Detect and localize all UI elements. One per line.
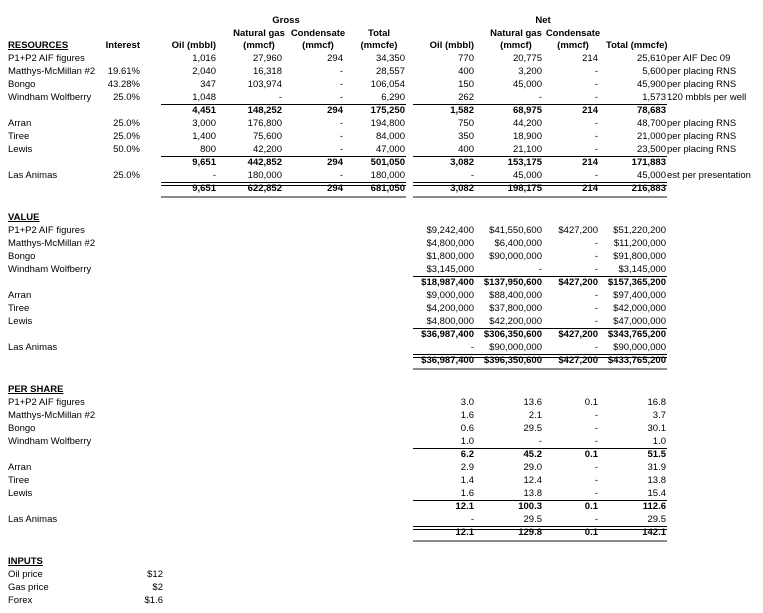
- resource-interest: 25.0%: [113, 92, 140, 103]
- value-gas-value: $42,200,000: [489, 316, 542, 327]
- per-share-name: Las Animas: [8, 514, 58, 525]
- gross-oil-value: 347: [200, 79, 216, 90]
- value-oil-value: $36,987,400: [421, 355, 474, 366]
- net-group-header: Net: [535, 15, 551, 26]
- per-share-total-value: 31.9: [647, 462, 666, 473]
- resource-name: P1+P2 AIF figures: [8, 53, 85, 64]
- value-cond-value: -: [594, 316, 598, 327]
- gross-oil-value: -: [212, 170, 216, 181]
- per-share-title: PER SHARE: [8, 384, 64, 395]
- per-share-oil-value: 6.2: [460, 449, 474, 460]
- net-total-value: 45,900: [636, 79, 666, 90]
- gross-cond-value: 294: [327, 105, 343, 116]
- input-value: $1.6: [144, 595, 163, 606]
- value-total-value: $47,000,000: [613, 316, 666, 327]
- per-share-gas-value: 29.5: [523, 514, 542, 525]
- per-share-total-value: 51.5: [647, 449, 666, 460]
- net-gas-value: -: [538, 92, 542, 103]
- value-gas-value: $306,350,600: [483, 329, 542, 340]
- resource-interest: 25.0%: [113, 118, 140, 129]
- gross-gas-value: 42,200: [252, 144, 282, 155]
- gross-subtotal-line: [161, 156, 406, 157]
- net-total-value: 1,573: [642, 92, 666, 103]
- gross-cond-value: -: [339, 79, 343, 90]
- gross-gas-value: 180,000: [247, 170, 282, 181]
- per-share-gas-value: -: [538, 436, 542, 447]
- value-oil-value: $3,145,000: [426, 264, 474, 275]
- gross-bottom-rule: [161, 196, 406, 198]
- net-oil-value: 150: [458, 79, 474, 90]
- gross-oil-value: 1,048: [192, 92, 216, 103]
- net-oil-value: 262: [458, 92, 474, 103]
- value-total-value: $157,365,200: [607, 277, 666, 288]
- net-bottom-rule: [413, 196, 667, 198]
- source-note: per AIF Dec 09: [667, 53, 731, 64]
- net-total-value: 21,000: [636, 131, 666, 142]
- per-share-oil-value: 1.4: [460, 475, 474, 486]
- gross-oil-value: 9,651: [192, 157, 216, 168]
- value-total-value: $97,400,000: [613, 290, 666, 301]
- net-total-header: Total (mmcfe): [606, 40, 668, 51]
- net-cond-unit: (mmcf): [557, 40, 589, 51]
- per-share-total-value: 29.5: [647, 514, 666, 525]
- value-title: VALUE: [8, 212, 40, 223]
- value-bottom-rule: [413, 368, 667, 370]
- per-share-oil-value: 1.6: [460, 410, 474, 421]
- gross-gas-value: 622,852: [247, 183, 282, 194]
- value-cond-value: $427,200: [558, 329, 598, 340]
- resource-name: Matthys-McMillan #2: [8, 66, 96, 77]
- resources-title: RESOURCES: [8, 40, 69, 51]
- value-cond-value: $427,200: [558, 225, 598, 236]
- per-share-cond-value: 0.1: [584, 527, 598, 538]
- value-gas-value: -: [538, 264, 542, 275]
- per-share-gas-value: 12.4: [523, 475, 542, 486]
- net-oil-value: 3,082: [450, 157, 474, 168]
- net-gas-value: 198,175: [507, 183, 542, 194]
- source-note: per placing RNS: [667, 144, 737, 155]
- gross-oil-value: 9,651: [192, 183, 216, 194]
- value-gas-value: $137,950,600: [483, 277, 542, 288]
- per-share-total-value: 15.4: [647, 488, 666, 499]
- net-oil-value: 350: [458, 131, 474, 142]
- gross-cond-value: -: [339, 92, 343, 103]
- gross-cond-value: 294: [327, 183, 343, 194]
- per-share-gas-value: 13.6: [523, 397, 542, 408]
- per-share-total-value: 3.7: [652, 410, 666, 421]
- source-note: per placing RNS: [667, 66, 737, 77]
- per-share-subtotal-line: [413, 448, 667, 449]
- net-gas-value: 45,000: [512, 79, 542, 90]
- per-share-name: Arran: [8, 462, 32, 473]
- net-gas-unit: (mmcf): [500, 40, 532, 51]
- value-oil-value: $4,800,000: [426, 238, 474, 249]
- net-cond-value: -: [594, 66, 598, 77]
- per-share-total-value: 16.8: [647, 397, 666, 408]
- net-total-value: 23,500: [636, 144, 666, 155]
- source-note: per placing RNS: [667, 79, 737, 90]
- value-total-value: $42,000,000: [613, 303, 666, 314]
- value-total-value: $433,765,200: [607, 355, 666, 366]
- input-value: $2: [152, 582, 163, 593]
- per-share-oil-value: 12.1: [455, 527, 474, 538]
- net-cond-value: -: [594, 92, 598, 103]
- value-oil-value: -: [470, 342, 474, 353]
- per-share-oil-value: 0.6: [460, 423, 474, 434]
- value-oil-value: $9,242,400: [426, 225, 474, 236]
- net-oil-value: 1,582: [450, 105, 474, 116]
- value-cond-value: $427,200: [558, 355, 598, 366]
- resource-interest: 43.28%: [107, 79, 140, 90]
- value-gas-value: $396,350,600: [483, 355, 542, 366]
- net-gas-value: 68,975: [512, 105, 542, 116]
- net-gas-value: 21,100: [512, 144, 542, 155]
- gross-cond-value: -: [339, 66, 343, 77]
- per-share-gas-value: 45.2: [523, 449, 542, 460]
- interest-header: Interest: [105, 40, 140, 51]
- gross-total-line: [161, 182, 406, 186]
- per-share-subtotal-line: [413, 500, 667, 501]
- gross-cond-unit: (mmcf): [302, 40, 334, 51]
- value-cond-value: -: [594, 251, 598, 262]
- value-name: P1+P2 AIF figures: [8, 225, 85, 236]
- per-share-oil-value: -: [470, 514, 474, 525]
- per-share-name: Lewis: [8, 488, 33, 499]
- per-share-total-value: 30.1: [647, 423, 666, 434]
- gross-cond-header: Condensate: [290, 28, 346, 39]
- value-name: Bongo: [8, 251, 36, 262]
- gross-gas-value: -: [278, 92, 282, 103]
- net-subtotal-line: [413, 156, 667, 157]
- gross-total-value: 28,557: [375, 66, 405, 77]
- gross-total-unit: (mmcfe): [360, 40, 398, 51]
- value-name: Las Animas: [8, 342, 58, 353]
- value-name: Lewis: [8, 316, 33, 327]
- gross-gas-value: 176,800: [247, 118, 282, 129]
- gross-subtotal-line: [161, 104, 406, 105]
- gross-oil-value: 2,040: [192, 66, 216, 77]
- per-share-name: Windham Wolfberry: [8, 436, 92, 447]
- net-total-value: 45,000: [636, 170, 666, 181]
- gross-cond-value: -: [339, 144, 343, 155]
- per-share-cond-value: 0.1: [584, 501, 598, 512]
- net-gas-value: 18,900: [512, 131, 542, 142]
- value-total-line: [413, 354, 667, 358]
- source-note: per placing RNS: [667, 118, 737, 129]
- value-cond-value: -: [594, 290, 598, 301]
- value-gas-value: $37,800,000: [489, 303, 542, 314]
- value-total-value: $3,145,000: [618, 264, 666, 275]
- resource-interest: [90, 156, 140, 169]
- per-share-gas-value: 2.1: [528, 410, 542, 421]
- value-name: Tiree: [8, 303, 30, 314]
- per-share-cond-value: -: [594, 488, 598, 499]
- per-share-oil-value: 2.9: [460, 462, 474, 473]
- input-label: Forex: [8, 595, 33, 606]
- per-share-cond-value: -: [594, 475, 598, 486]
- net-cond-value: 214: [582, 53, 598, 64]
- per-share-name: Tiree: [8, 475, 30, 486]
- net-total-value: 216,883: [631, 183, 666, 194]
- net-cond-header: Condensate: [545, 28, 601, 39]
- per-share-cond-value: -: [594, 423, 598, 434]
- net-gas-header: Natural gas: [490, 28, 542, 39]
- gross-oil-value: 1,400: [192, 131, 216, 142]
- gross-total-value: 194,800: [370, 118, 405, 129]
- gross-total-value: 180,000: [370, 170, 405, 181]
- gross-total-value: 681,050: [370, 183, 405, 194]
- gross-total-value: 106,054: [370, 79, 405, 90]
- net-oil-value: 750: [458, 118, 474, 129]
- input-label: Gas price: [8, 582, 49, 593]
- value-total-value: $11,200,000: [613, 238, 666, 249]
- resource-name: Bongo: [8, 79, 36, 90]
- gross-gas-value: 103,974: [247, 79, 282, 90]
- value-name: Matthys-McMillan #2: [8, 238, 96, 249]
- value-subtotal-line: [413, 328, 667, 329]
- net-oil-value: 400: [458, 144, 474, 155]
- net-gas-value: 3,200: [518, 66, 542, 77]
- per-share-gas-value: 100.3: [518, 501, 542, 512]
- value-total-value: $91,800,000: [613, 251, 666, 262]
- per-share-bottom-rule: [413, 540, 667, 542]
- gross-gas-value: 148,252: [247, 105, 282, 116]
- gross-gas-value: 27,960: [252, 53, 282, 64]
- source-note: per placing RNS: [667, 131, 737, 142]
- net-total-value: 78,683: [636, 105, 666, 116]
- net-oil-header: Oil (mbbl): [429, 40, 474, 51]
- net-cond-value: -: [594, 118, 598, 129]
- gross-cond-value: -: [339, 170, 343, 181]
- per-share-total-value: 142.1: [642, 527, 666, 538]
- gross-oil-value: 4,451: [192, 105, 216, 116]
- gross-oil-value: 1,016: [192, 53, 216, 64]
- value-total-value: $90,000,000: [613, 342, 666, 353]
- value-subtotal-line: [413, 276, 667, 277]
- gross-total-value: 47,000: [375, 144, 405, 155]
- gross-gas-header: Natural gas: [233, 28, 285, 39]
- value-oil-value: $4,800,000: [426, 316, 474, 327]
- per-share-cond-value: -: [594, 410, 598, 421]
- value-gas-value: $88,400,000: [489, 290, 542, 301]
- per-share-oil-value: 12.1: [455, 501, 474, 512]
- input-label: Oil price: [8, 569, 43, 580]
- per-share-oil-value: 1.6: [460, 488, 474, 499]
- net-cond-value: -: [594, 131, 598, 142]
- gross-total-value: 34,350: [375, 53, 405, 64]
- per-share-cond-value: -: [594, 462, 598, 473]
- value-gas-value: $90,000,000: [489, 251, 542, 262]
- per-share-total-line: [413, 526, 667, 530]
- resource-interest: 50.0%: [113, 144, 140, 155]
- resource-name: Windham Wolfberry: [8, 92, 92, 103]
- source-note: 120 mbbls per well: [667, 92, 747, 103]
- value-name: Windham Wolfberry: [8, 264, 92, 275]
- resource-name: Tiree: [8, 131, 30, 142]
- gross-cond-value: -: [339, 131, 343, 142]
- net-cond-value: -: [594, 170, 598, 181]
- net-total-value: 25,610: [636, 53, 666, 64]
- per-share-total-value: 112.6: [642, 501, 666, 512]
- net-oil-value: 400: [458, 66, 474, 77]
- per-share-cond-value: 0.1: [584, 397, 598, 408]
- per-share-cond-value: -: [594, 514, 598, 525]
- gross-cond-value: 294: [327, 53, 343, 64]
- value-cond-value: -: [594, 342, 598, 353]
- gross-oil-value: 3,000: [192, 118, 216, 129]
- value-oil-value: $9,000,000: [426, 290, 474, 301]
- resource-interest: [90, 182, 140, 195]
- value-cond-value: -: [594, 238, 598, 249]
- net-gas-value: 20,775: [512, 53, 542, 64]
- value-cond-value: -: [594, 303, 598, 314]
- per-share-name: Bongo: [8, 423, 36, 434]
- value-cond-value: $427,200: [558, 277, 598, 288]
- gross-cond-value: 294: [327, 157, 343, 168]
- gross-total-header: Total: [368, 28, 390, 39]
- per-share-gas-value: 29.0: [523, 462, 542, 473]
- gross-total-value: 501,050: [370, 157, 405, 168]
- per-share-cond-value: 0.1: [584, 449, 598, 460]
- per-share-cond-value: -: [594, 436, 598, 447]
- gross-gas-unit: (mmcf): [243, 40, 275, 51]
- resource-interest: 25.0%: [113, 170, 140, 181]
- gross-cond-value: -: [339, 118, 343, 129]
- value-gas-value: $6,400,000: [494, 238, 542, 249]
- value-gas-value: $90,000,000: [489, 342, 542, 353]
- per-share-oil-value: 3.0: [460, 397, 474, 408]
- per-share-name: P1+P2 AIF figures: [8, 397, 85, 408]
- net-total-line: [413, 182, 667, 186]
- inputs-title: INPUTS: [8, 556, 43, 567]
- value-total-value: $51,220,200: [613, 225, 666, 236]
- source-note: est per presentation: [667, 170, 751, 181]
- net-cond-value: 214: [582, 105, 598, 116]
- per-share-name: Matthys-McMillan #2: [8, 410, 96, 421]
- per-share-gas-value: 129.8: [518, 527, 542, 538]
- gross-oil-value: 800: [200, 144, 216, 155]
- value-oil-value: $18,987,400: [421, 277, 474, 288]
- value-oil-value: $36,987,400: [421, 329, 474, 340]
- value-gas-value: $41,550,600: [489, 225, 542, 236]
- net-cond-value: 214: [582, 157, 598, 168]
- value-total-value: $343,765,200: [607, 329, 666, 340]
- gross-gas-value: 16,318: [252, 66, 282, 77]
- gross-gas-value: 442,852: [247, 157, 282, 168]
- net-cond-value: -: [594, 144, 598, 155]
- net-subtotal-line: [413, 104, 667, 105]
- resource-name: Arran: [8, 118, 32, 129]
- net-gas-value: 45,000: [512, 170, 542, 181]
- resource-interest: 19.61%: [107, 66, 140, 77]
- net-oil-value: -: [470, 170, 474, 181]
- per-share-gas-value: 29.5: [523, 423, 542, 434]
- net-cond-value: -: [594, 79, 598, 90]
- gross-total-value: 84,000: [375, 131, 405, 142]
- resource-interest: [90, 52, 140, 65]
- resource-interest: 25.0%: [113, 131, 140, 142]
- per-share-gas-value: 13.8: [523, 488, 542, 499]
- net-oil-value: 3,082: [450, 183, 474, 194]
- net-total-value: 5,600: [642, 66, 666, 77]
- value-oil-value: $1,800,000: [426, 251, 474, 262]
- gross-group-header: Gross: [272, 15, 300, 26]
- net-gas-value: 153,175: [507, 157, 542, 168]
- input-value: $12: [147, 569, 163, 580]
- net-gas-value: 44,200: [512, 118, 542, 129]
- resource-interest: [90, 104, 140, 117]
- gross-oil-header: Oil (mbbl): [171, 40, 216, 51]
- gross-gas-value: 75,600: [252, 131, 282, 142]
- per-share-oil-value: 1.0: [460, 436, 474, 447]
- per-share-total-value: 1.0: [652, 436, 666, 447]
- resource-name: Las Animas: [8, 170, 58, 181]
- gross-total-value: 6,290: [381, 92, 405, 103]
- gross-total-value: 175,250: [370, 105, 405, 116]
- value-name: Arran: [8, 290, 32, 301]
- net-cond-value: 214: [582, 183, 598, 194]
- value-oil-value: $4,200,000: [426, 303, 474, 314]
- net-oil-value: 770: [458, 53, 474, 64]
- net-total-value: 48,700: [636, 118, 666, 129]
- net-total-value: 171,883: [631, 157, 666, 168]
- per-share-total-value: 13.8: [647, 475, 666, 486]
- resource-name: Lewis: [8, 144, 33, 155]
- value-cond-value: -: [594, 264, 598, 275]
